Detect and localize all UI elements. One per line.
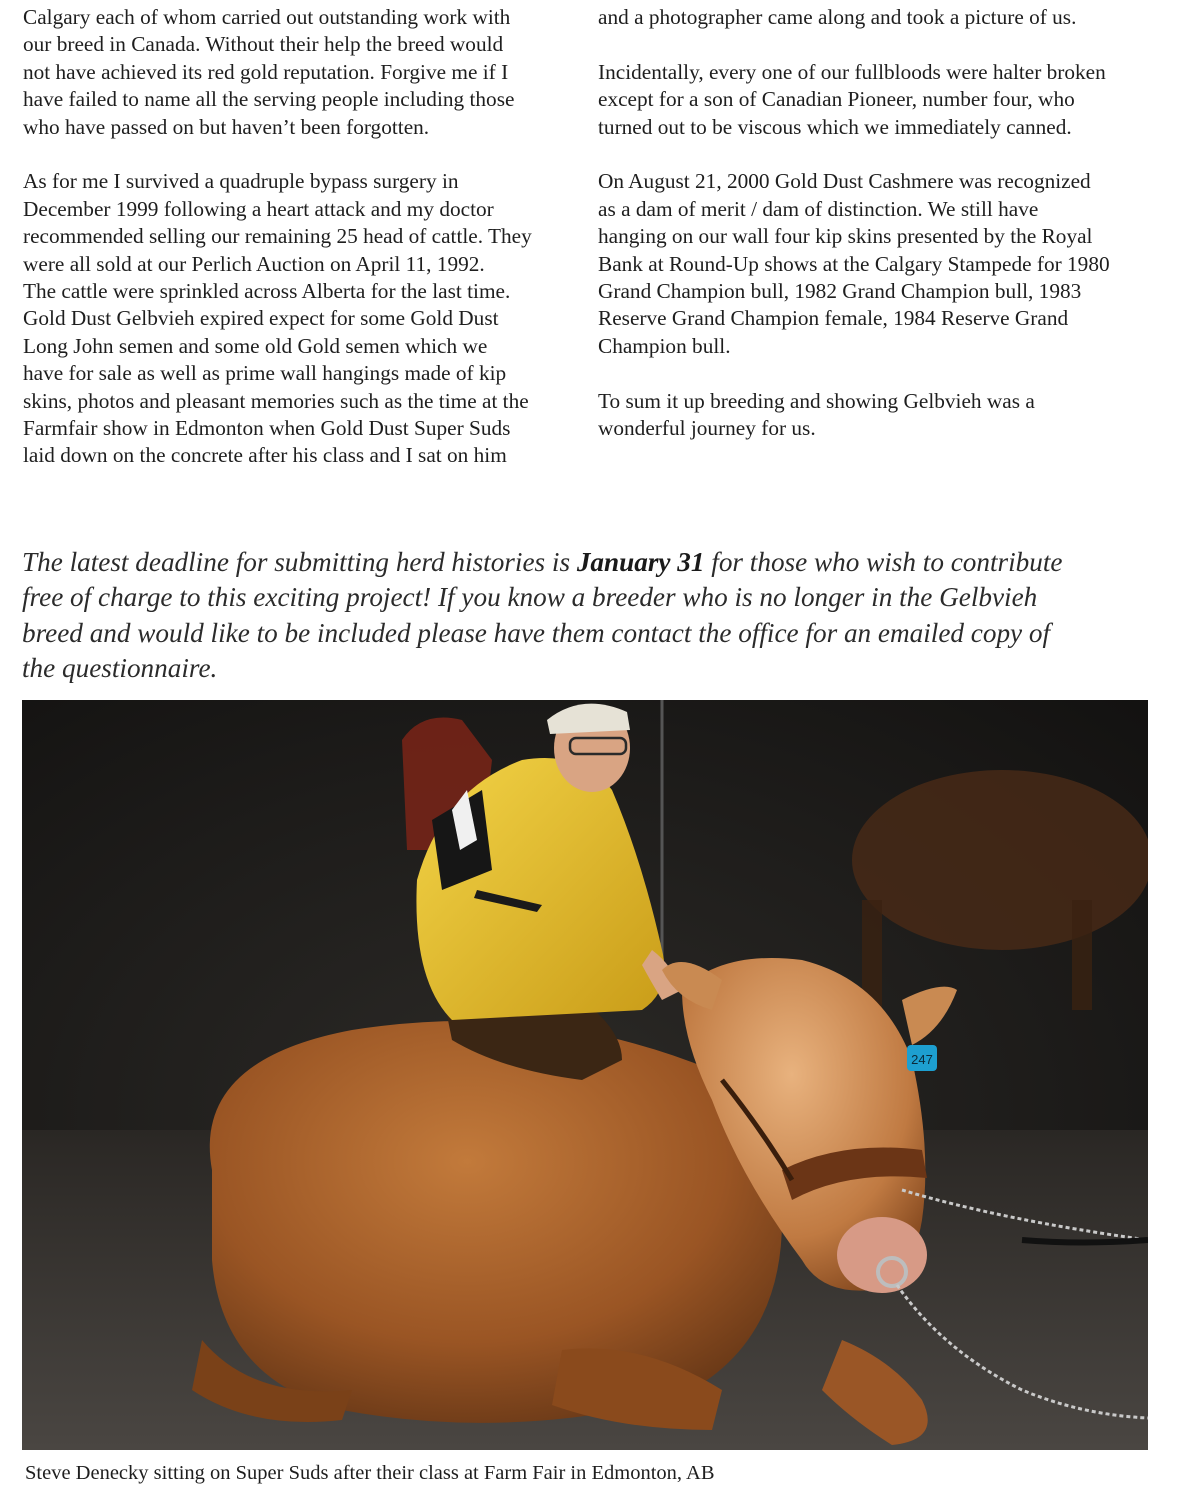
text-line: Farmfair show in Edmonton when Gold Dust Super Suds [23,416,511,441]
notice-line-2: free of charge to this exciting project! If you know a breeder who is no longer in the Gelbvieh [22,582,1038,613]
left-text-column [23,4,578,497]
text-line: laid down on the concrete after his class and I sat on him [23,443,507,468]
right-paragraph-1 [598,4,1168,31]
photo-steve-on-super-suds [22,700,1148,1450]
text-line: turned out to be viscous which we immediately canned. [598,114,1072,139]
text-line: recommended selling our remaining 25 head of cattle. They [23,224,532,249]
text-line: December 1999 following a heart attack and my doctor [23,196,494,221]
text-line: have for sale as well as prime wall hangings made of kip [23,361,507,386]
text-line: as a dam of merit / dam of distinction. We still have [598,196,1039,221]
text-line: were all sold at our Perlich Auction on April 11, 1992. [23,251,485,276]
right-paragraph-4 [598,388,1168,443]
text-line: To sum it up breeding and showing Gelbvieh was a [598,388,1035,413]
notice-line-1: The latest deadline for submitting herd histories is January 31 for those who wish to contribute [22,547,1063,577]
photo-caption: Steve Denecky sitting on Super Suds after their class at Farm Fair in Edmonton, AB [25,1462,715,1484]
text-line: our breed in Canada. Without their help the breed would [23,32,504,57]
deadline-notice [22,545,1182,686]
text-line: Gold Dust Gelbvieh expired expect for some Gold Dust [23,306,499,331]
text-line: Champion bull. [598,333,731,358]
text-line: have failed to name all the serving people including those [23,87,515,112]
text-line: except for a son of Canadian Pioneer, number four, who [598,87,1075,112]
right-paragraph-3 [598,168,1168,360]
right-text-column [598,4,1168,470]
text-line: Reserve Grand Champion female, 1984 Reserve Grand [598,306,1069,331]
text-line: On August 21, 2000 Gold Dust Cashmere was recognized [598,169,1091,194]
text-line: Bank at Round-Up shows at the Calgary Stampede for 1980 [598,251,1110,276]
text-line: hanging on our wall four kip skins presented by the Royal [598,224,1093,249]
text-line: Grand Champion bull, 1982 Grand Champion bull, 1983 [598,279,1082,304]
right-paragraph-2 [598,59,1168,141]
text-line: Long John semen and some old Gold semen which we [23,333,488,358]
notice-line-3: breed and would like to be included please have them contact the office for an emailed copy of [22,617,1051,648]
text-line: The cattle were sprinkled across Alberta for the last time. [23,279,511,304]
text-line: not have achieved its red gold reputation. Forgive me if I [23,59,509,84]
left-paragraph-2 [23,168,578,469]
text-line: wonderful journey for us. [598,416,816,441]
text-line: Incidentally, every one of our fullbloods were halter broken [598,59,1106,84]
cow-body [210,1021,782,1423]
notice-line-4: the questionnaire. [22,652,218,683]
deadline-date: January 31 [576,547,705,577]
left-paragraph-1 [23,4,578,141]
text-line: skins, photos and pleasant memories such as the time at the [23,388,529,413]
text-line: who have passed on but haven’t been forgotten. [23,114,430,139]
background-cattle [852,770,1148,950]
photo-illustration [22,700,1148,1450]
text-line: and a photographer came along and took a picture of us. [598,5,1077,29]
text-line: Calgary each of whom carried out outstanding work with [23,5,511,29]
ear-tag-number: 247 [911,1052,933,1067]
text-line: As for me I survived a quadruple bypass surgery in [23,169,459,194]
